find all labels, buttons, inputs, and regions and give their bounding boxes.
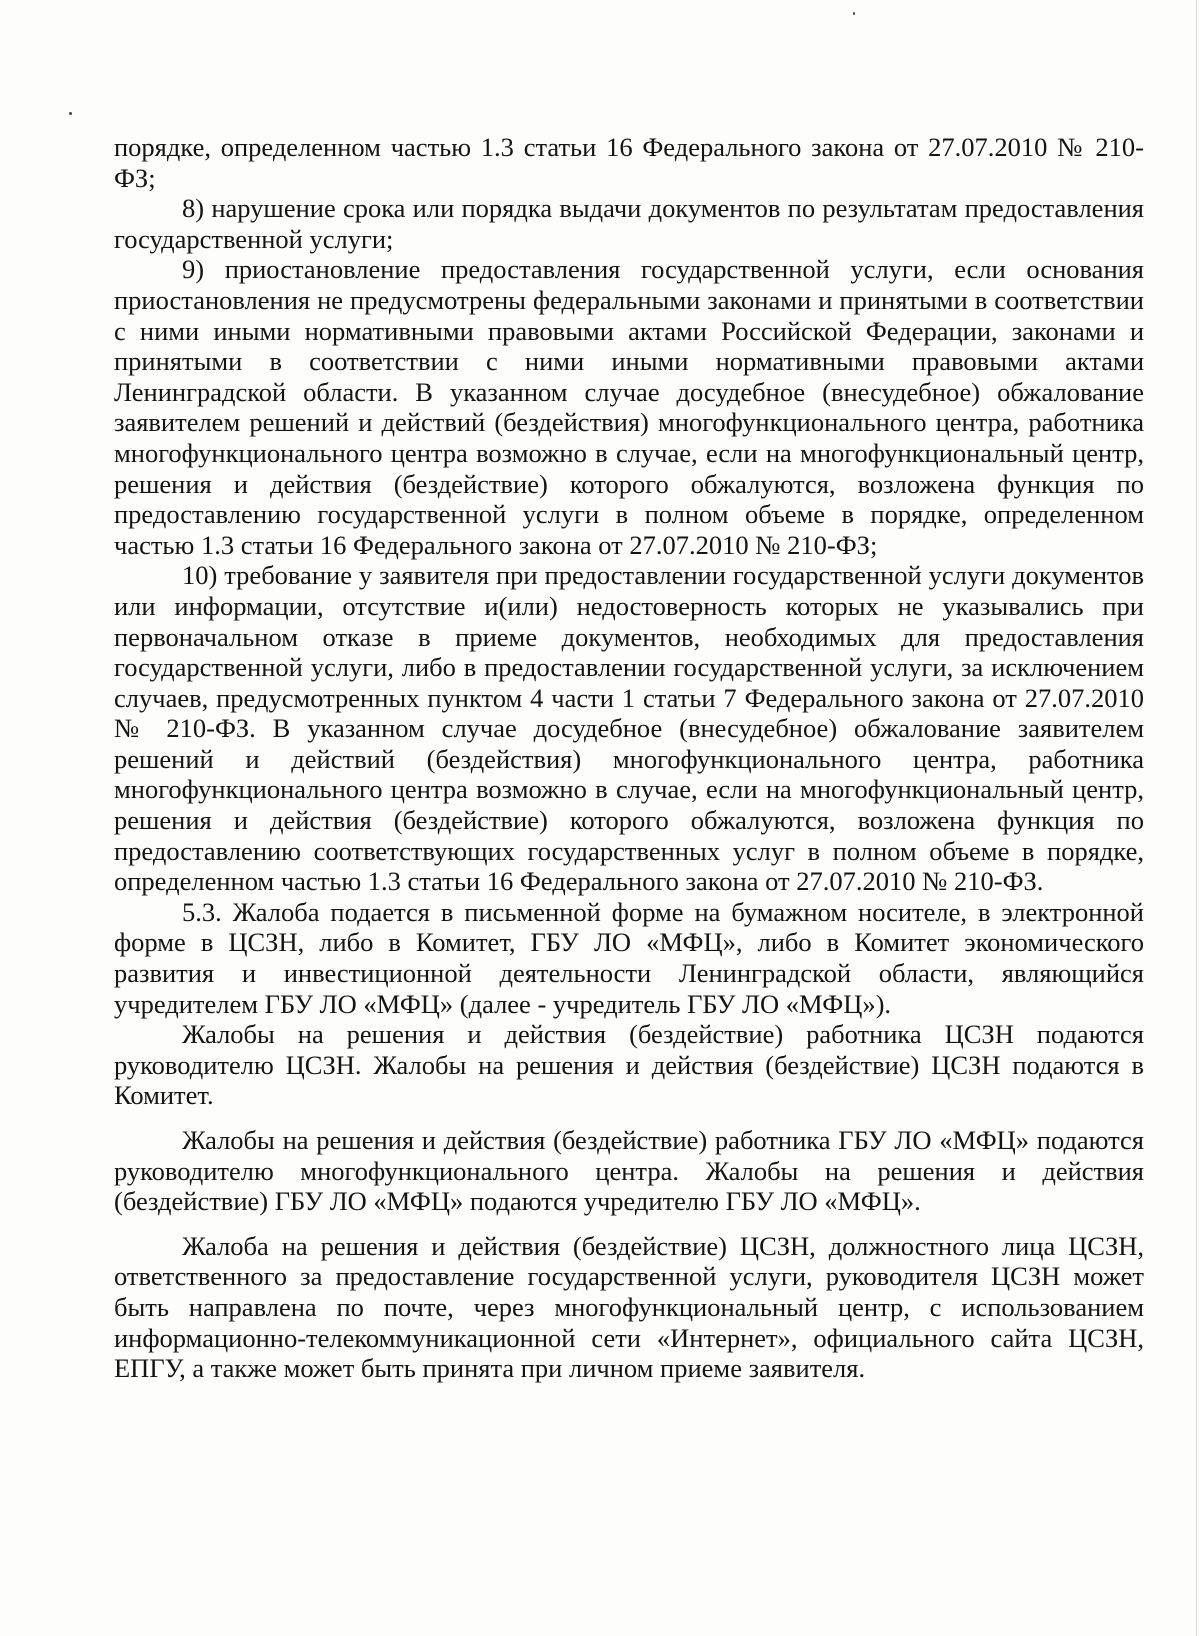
scan-speck [69,112,72,115]
paragraph-5-3: 5.3. Жалоба подается в письменной форме на бумажном носителе, в электронной форме в ЦСЗН, либо в Комитет, ГБУ ЛО «МФЦ», либо в Комитет экономического развития и инвестиционной деятельности Ленинградской области, являющийся учредителем ГБУ ЛО «МФЦ» (далее - учредитель ГБУ ЛО «МФЦ»). [114,896,1144,1019]
paragraph-item-9: 9) приостановление предоставления государственной услуги, если основания приостановления не предусмотрены федеральными законами и принятыми в соответствии с ними иными нормативными правовыми актами Российской Федерации, законами и принятыми в соответствии с ними иными нормативными правовыми актами Ленинградской области. В указанном случае досудебное (внесудебное) обжалование заявителем решений и действий (бездействия) многофункционального центра, работника многофункционального центра возможно в случае, если на многофункциональный центр, решения и действия (бездействие) которого обжалуются, возложена функция по предоставлению государственной услуги в полном объеме в порядке, определенном частью 1.3 статьи 16 Федерального закона от 27.07.2010 № 210-ФЗ; [114,254,1144,560]
paragraph-complaints-mfc: Жалобы на решения и действия (бездействие) работника ГБУ ЛО «МФЦ» подаются руководителю многофункционального центра. Жалобы на решения и действия (бездействие) ГБУ ЛО «МФЦ» подаются учредителю ГБУ ЛО «МФЦ». [114,1125,1144,1217]
scan-edge-line [1196,0,1197,1636]
paragraph-continuation: порядке, определенном частью 1.3 статьи 16 Федерального закона от 27.07.2010 № 210-ФЗ; [114,132,1144,193]
scan-speck [853,12,855,15]
paragraph-complaints-cszn: Жалобы на решения и действия (бездействие) работника ЦСЗН подаются руководителю ЦСЗН. Жалобы на решения и действия (бездействие) ЦСЗН подаются в Комитет. [114,1019,1144,1111]
document-body [114,132,1144,1384]
paragraph-item-8: 8) нарушение срока или порядка выдачи документов по результатам предоставления государственной услуги; [114,193,1144,254]
paragraph-item-10: 10) требование у заявителя при предоставлении государственной услуги документов или информации, отсутствие и(или) недостоверность которых не указывались при первоначальном отказе в приеме документов, необходимых для предоставления государственной услуги, либо в предоставлении государственной услуги, за исключением случаев, предусмотренных пунктом 4 части 1 статьи 7 Федерального закона от 27.07.2010 № 210-ФЗ. В указанном случае досудебное (внесудебное) обжалование заявителем решений и действий (бездействия) многофункционального центра, работника многофункционального центра возможно в случае, если на многофункциональный центр, решения и действия (бездействие) которого обжалуются, возложена функция по предоставлению соответствующих государственных услуг в полном объеме в порядке, определенном частью 1.3 статьи 16 Федерального закона от 27.07.2010 № 210-ФЗ. [114,560,1144,897]
paragraph-complaint-channels: Жалоба на решения и действия (бездействие) ЦСЗН, должностного лица ЦСЗН, ответственного за предоставление государственной услуги, руководителя ЦСЗН может быть направлена по почте, через многофункциональный центр, с использованием информационно-телекоммуникационной сети «Интернет», официального сайта ЦСЗН, ЕПГУ, а также может быть принята при личном приеме заявителя. [114,1230,1144,1384]
